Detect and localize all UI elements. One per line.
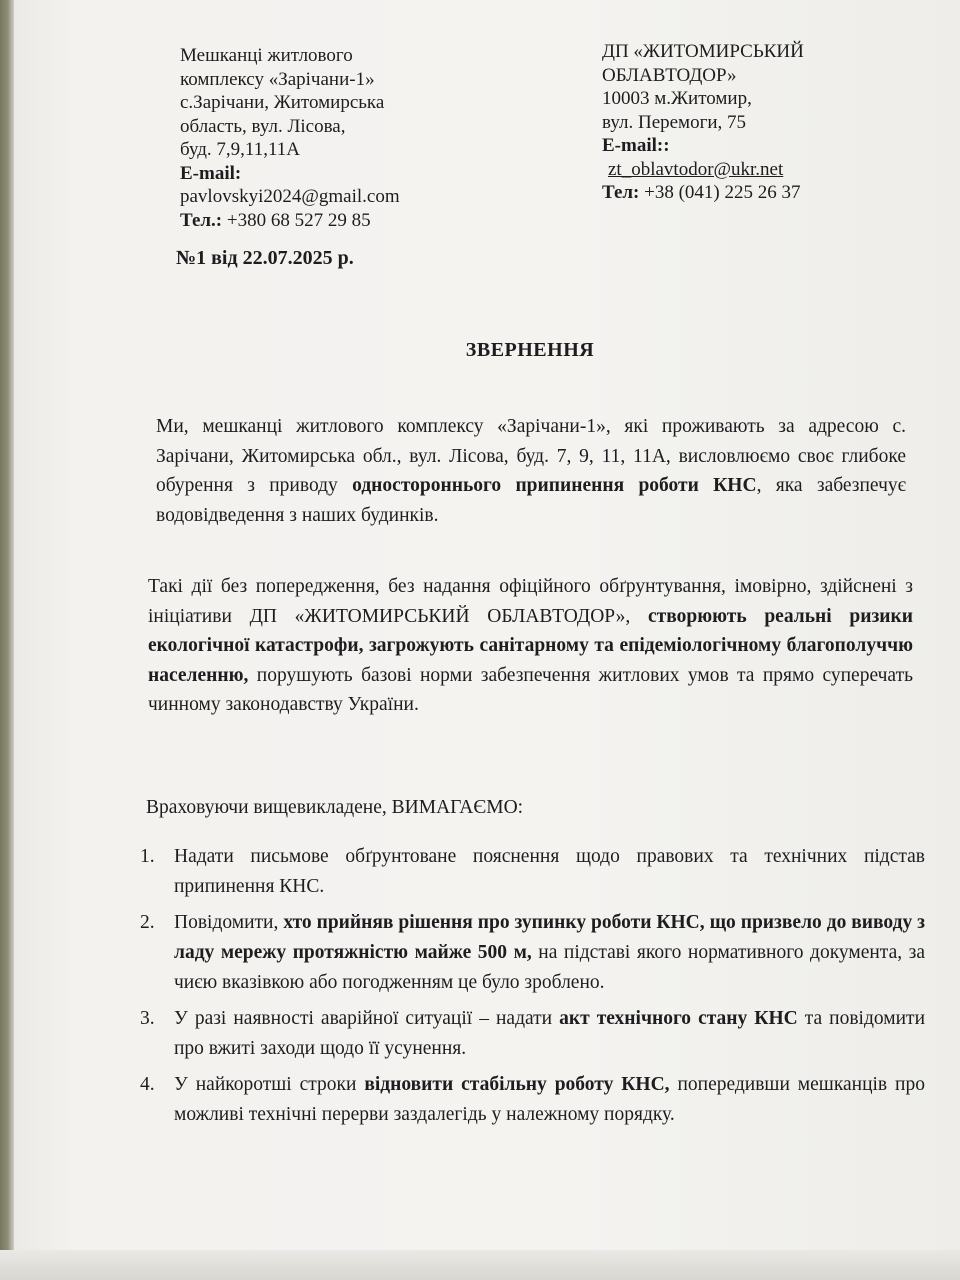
demand-item	[140, 908, 925, 998]
demands-list	[140, 842, 925, 1136]
sender-phone-label: Тел.:	[180, 209, 223, 231]
demand-bold: відновити стабільну роботу КНС,	[364, 1074, 670, 1095]
recipient-block	[602, 40, 932, 205]
recipient-email: zt_oblavtodor@ukr.net	[608, 158, 784, 180]
demand-number: 1.	[140, 846, 155, 867]
demand-text: Надати письмове обґрунтоване пояснення щодо правових та технічних підстав припинення КНС.	[174, 846, 925, 897]
reference-number: №1 від 22.07.2025 р.	[176, 247, 354, 269]
demand-tail: та повідомити про вжиті заходи щодо її усунення.	[174, 1008, 926, 1059]
demand-text: У разі наявності аварійної ситуації – надати	[174, 1008, 560, 1029]
recipient-email-label: E-mail::	[602, 135, 670, 156]
demands-intro: Враховуючи вищевикладене, ВИМАГАЄМО:	[146, 797, 524, 818]
recipient-line: ДП «ЖИТОМИРСЬКИЙ	[602, 41, 804, 62]
demand-tail: попередивши мешканців про можливі технічні перерви заздалегідь у належному порядку.	[174, 1074, 925, 1125]
sender-email: pavlovskyi2024@gmail.com	[180, 186, 400, 207]
paragraph-1-tail: , яка забезпечує водовідведення з наших будинків.	[156, 475, 907, 526]
sender-line: буд. 7,9,11,11А	[180, 139, 300, 160]
recipient-line: 10003 м.Житомир,	[602, 88, 752, 109]
demand-number: 2.	[140, 912, 155, 933]
demand-bold: хто прийняв рішення про зупинку роботи КНС, що призвело до виводу з ладу мережу протяжністю майже 500 м,	[174, 912, 925, 963]
paragraph-2-bold: створюють реальні ризики екологічної катастрофи, загрожують санітарному та епідеміологічному благополуччю населенню,	[148, 605, 913, 686]
sender-line: комплексу «Зарічани-1»	[180, 68, 375, 90]
paragraph-1-bold: одностороннього припинення роботи КНС	[352, 475, 757, 496]
demand-item	[140, 1004, 925, 1064]
paragraph-2	[148, 572, 913, 720]
demand-item	[140, 1070, 925, 1130]
paragraph-2-tail: порушують базові норми забезпечення житлових умов та прямо суперечать чинному законодавству України.	[148, 664, 913, 715]
recipient-line: ОБЛАВТОДОР»	[602, 64, 737, 86]
page-bottom-edge	[0, 1250, 960, 1280]
demand-tail: на підставі якого нормативного документа, за чиєю вказівкою або погодженням це було зроблено.	[174, 942, 925, 993]
demand-text: Повідомити,	[174, 912, 284, 933]
demand-bold: акт технічного стану КНС	[559, 1008, 798, 1029]
sender-line: область, вул. Лісова,	[180, 115, 346, 137]
page-left-edge	[0, 0, 14, 1280]
sender-block	[180, 44, 480, 232]
recipient-phone: +38 (041) 225 26 37	[644, 182, 801, 203]
paragraph-1-text: Ми, мешканці житлового комплексу «Зарічани-1», які проживають за адресою с. Зарічани, Житомирська обл., вул. Лісова, буд. 7, 9, 11, 11А, висловлюємо своє глибоке обурення з приводу	[156, 416, 906, 496]
sender-line: Мешканці житлового	[180, 45, 353, 66]
paragraph-2-text: Такі дії без попередження, без надання офіційного обґрунтування, імовірно, здійснені з ініціативи ДП «ЖИТОМИРСЬКИЙ ОБЛАВТОДОР»,	[148, 576, 913, 627]
document-title: ЗВЕРНЕННЯ	[465, 339, 595, 361]
recipient-line: вул. Перемоги, 75	[602, 111, 747, 133]
demand-number: 4.	[140, 1074, 155, 1095]
sender-email-label: E-mail:	[180, 162, 242, 184]
demand-item	[140, 842, 925, 902]
demand-number: 3.	[140, 1008, 155, 1029]
recipient-phone-label: Тел:	[602, 182, 640, 203]
sender-line: с.Зарічани, Житомирська	[180, 92, 385, 113]
paragraph-1	[156, 412, 906, 530]
demand-text: У найкоротші строки	[174, 1074, 365, 1095]
sender-phone: +380 68 527 29 85	[226, 209, 371, 231]
